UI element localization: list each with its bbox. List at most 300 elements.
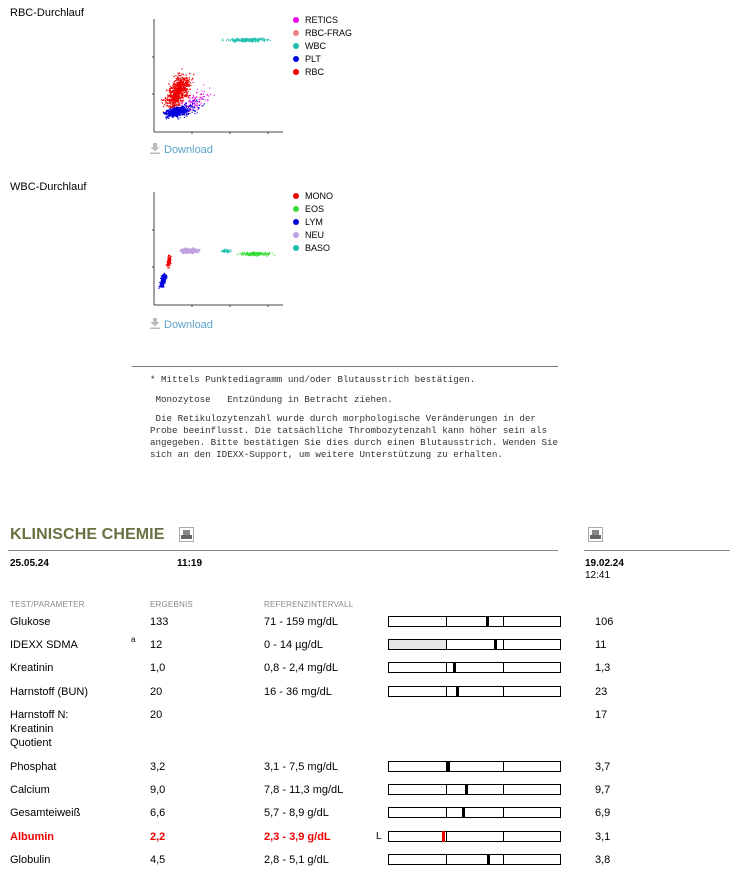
scatter-dot [185,108,186,109]
scatter-dot [228,252,229,253]
scatter-dot [184,111,185,112]
scatter-dot [181,110,182,111]
legend-dot [293,69,299,75]
scatter-dot [188,95,189,96]
scatter-dot [253,253,254,254]
scatter-dot [186,80,187,81]
range-bar [388,807,561,818]
scatter-dot [166,114,167,115]
legend-item: PLT [293,53,352,66]
scatter-dot [182,90,183,91]
scatter-dot [201,90,202,91]
scatter-dot [257,40,258,41]
scatter-dot [230,41,231,42]
notes-line-1: * Mittels Punktediagramm und/oder Blutausstrich bestätigen. [150,374,476,385]
scatter-dot [197,89,198,90]
scatter-dot [175,86,176,87]
range-bar-marker [456,686,459,697]
param-name: Calcium [10,784,50,796]
scatter-dot [178,93,179,94]
legend-item: MONO [293,189,333,202]
scatter-dot [171,95,172,96]
scatter-dot [170,108,171,109]
scatter-dot [180,250,182,252]
scatter-dot [196,96,197,97]
scatter-dot [224,249,225,250]
scatter-dot [201,103,202,104]
scatter-dot [176,113,177,114]
scatter-dot [161,99,162,100]
range-bar-marker [447,761,450,772]
scatter-dot [175,80,176,81]
range-bar-divider [503,785,504,794]
reference-interval: 3,1 - 7,5 mg/dL [264,761,338,773]
legend-item: WBC [293,39,352,52]
scatter-dot [191,112,192,113]
scatter-dot [163,274,164,275]
scatter-dot [189,100,190,101]
result-value: 133 [150,616,169,628]
scatter-dot [233,42,234,43]
scatter-dot [194,107,195,108]
scatter-dot [249,255,250,256]
scatter-dot [189,95,190,96]
scatter-dot [179,75,180,76]
scatter-dot [261,40,262,41]
scatter-dot [162,285,163,286]
scatter-dot [179,78,180,79]
scatter-dot [176,80,177,81]
reference-interval: 7,8 - 11,3 mg/dL [264,784,344,796]
scatter-dot [184,107,185,108]
scatter-dot [225,251,226,252]
scatter-dot [181,86,182,87]
scatter-dot [202,105,203,106]
previous-time: 12:41 [585,570,611,581]
range-bar [388,784,561,795]
scatter-dot [178,118,179,119]
range-bar-marker [487,854,490,865]
scatter-dot [266,253,267,254]
scatter-dot [269,252,270,253]
scatter-dot [182,95,183,96]
scatter-dot [177,73,178,74]
scatter-dot [245,255,246,256]
scatter-dot [227,252,228,253]
scatter-dot [179,101,180,102]
scatter-dot [167,103,168,104]
scatter-dot [171,102,172,103]
rbc-download-link[interactable]: Download [150,143,213,156]
scatter-dot [167,116,168,117]
range-bar-marker [486,616,489,627]
scatter-dot [185,105,186,106]
scatter-dot [176,96,177,97]
scatter-dot [251,255,252,256]
result-value: 20 [150,686,163,698]
scatter-dot [241,40,242,41]
scatter-dot [168,90,169,91]
scatter-dot [178,74,179,75]
scatter-dot [167,94,168,95]
scatter-dot [171,91,172,92]
scatter-dot [191,250,193,252]
legend-item: LYM [293,215,333,228]
scatter-dot [169,255,170,256]
previous-result: 3,8 [595,854,611,866]
scatter-dot [196,100,197,101]
scatter-dot [199,101,200,102]
scatter-dot [191,105,192,106]
range-bar [388,662,561,673]
wbc-scatter-plot [148,187,288,311]
col-header-param: TEST/PARAMETER [10,600,85,609]
scatter-dot [165,102,166,103]
scatter-dot [163,100,164,101]
scatter-dot [239,253,240,254]
scatter-dot [222,39,223,40]
scatter-dot [235,41,236,42]
scatter-dot [251,253,252,254]
scatter-dot [237,37,238,38]
reference-interval: 16 - 36 mg/dL [264,686,332,698]
scatter-dot [250,253,251,254]
range-bar [388,639,561,650]
scatter-dot [210,94,211,95]
scatter-dot [192,249,194,251]
range-bar-fill [389,640,446,649]
scatter-dot [173,104,174,105]
wbc-download-link[interactable]: Download [150,318,213,331]
scatter-dot [182,77,183,78]
scatter-dot [221,40,222,41]
result-value: 20 [150,709,163,721]
scatter-dot [186,113,187,114]
scatter-dot [186,77,187,78]
scatter-dot [163,279,164,280]
scatter-dot [158,288,159,289]
scatter-dot [189,108,190,109]
range-bar-divider [503,663,504,672]
scatter-dot [184,92,185,93]
scatter-dot [176,93,177,94]
scatter-dot [255,40,256,41]
scatter-dot [166,118,167,119]
scatter-dot [180,80,181,81]
scatter-dot [248,254,249,255]
scatter-dot [177,113,178,114]
scatter-dot [230,249,231,250]
scatter-dot [247,38,248,39]
reference-interval: 5,7 - 8,9 g/dL [264,807,329,819]
scatter-dot [256,252,257,253]
scatter-dot [178,79,179,80]
scatter-dot [255,253,256,254]
print-icon[interactable] [588,527,603,542]
scatter-dot [270,40,271,41]
range-bar [388,831,561,842]
range-bar-divider [446,640,447,649]
scatter-dot [251,40,252,41]
scatter-dot [173,94,174,95]
scatter-dot [254,39,255,40]
scatter-dot [189,250,191,252]
scatter-dot [228,39,229,40]
scatter-dot [178,104,179,105]
scatter-dot [167,113,168,114]
scatter-dot [199,99,200,100]
param-name: Phosphat [10,761,57,773]
scatter-dot [170,86,171,87]
scatter-dot [179,112,180,113]
scatter-dot [244,40,245,41]
scatter-dot [223,40,224,41]
range-bar-divider [446,785,447,794]
scatter-dot [171,106,172,107]
scatter-dot [167,267,168,268]
scatter-dot [165,112,166,113]
scatter-dot [207,95,208,96]
scatter-dot [190,85,191,86]
scatter-dot [170,263,171,264]
scatter-dot [193,82,194,83]
scatter-dot [170,97,171,98]
scatter-dot [169,267,170,268]
scatter-dot [167,97,168,98]
scatter-dot [201,97,202,98]
wbc-legend [293,189,333,255]
scatter-dot [188,97,189,98]
param-name: Harnstoff N: [10,709,69,721]
scatter-dot [223,250,224,251]
scatter-dot [205,99,206,100]
scatter-dot [183,88,184,89]
scatter-dot [185,88,186,89]
scatter-dot [176,88,177,89]
scatter-dot [184,249,186,251]
scatter-dot [175,109,176,110]
scatter-dot [168,116,169,117]
scatter-dot [241,38,242,39]
scatter-dot [170,256,171,257]
scatter-dot [175,98,176,99]
scatter-dot [184,85,185,86]
range-bar-marker [494,639,497,650]
scatter-dot [176,107,177,108]
scatter-dot [172,114,173,115]
result-value: 3,2 [150,761,166,773]
scatter-dot [194,250,196,252]
scatter-dot [189,97,190,98]
scatter-dot [194,99,195,100]
scatter-dot [257,254,258,255]
scatter-dot [253,252,254,253]
scatter-dot [242,40,243,41]
scatter-dot [178,97,179,98]
scatter-dot [260,255,261,256]
scatter-dot [186,85,187,86]
print-icon[interactable] [179,527,194,542]
scatter-dot [214,95,215,96]
scatter-dot [182,110,183,111]
range-bar-marker [462,807,465,818]
scatter-dot [179,73,180,74]
scatter-dot [163,106,164,107]
result-value: 9,0 [150,784,166,796]
scatter-dot [164,281,165,282]
scatter-dot [251,38,252,39]
scatter-dot [175,112,176,113]
result-value: 4,5 [150,854,166,866]
scatter-dot [230,251,231,252]
scatter-dot [190,108,191,109]
legend-dot [293,206,299,212]
scatter-dot [169,95,170,96]
scatter-dot [181,112,182,113]
scatter-dot [174,90,175,91]
scatter-dot [236,41,237,42]
scatter-dot [192,97,193,98]
scatter-dot [208,95,209,96]
range-bar-divider [503,640,504,649]
section-divider [584,550,730,551]
scatter-dot [190,106,191,107]
scatter-dot [174,112,175,113]
scatter-dot [178,107,179,108]
scatter-dot [201,93,202,94]
scatter-dot [173,99,174,100]
scatter-dot [164,113,165,114]
range-bar-divider [503,855,504,864]
scatter-dot [161,277,162,278]
scatter-dot [203,105,204,106]
scatter-dot [170,105,171,106]
scatter-dot [190,105,191,106]
scatter-dot [169,102,170,103]
scatter-dot [173,109,174,110]
scatter-dot [189,79,190,80]
scatter-dot [187,91,188,92]
scatter-dot [265,254,266,255]
legend-dot [293,17,299,23]
scatter-dot [196,92,197,93]
scatter-dot [162,282,163,283]
range-bar-divider [503,808,504,817]
previous-result: 106 [595,616,614,628]
scatter-dot [197,109,198,110]
scatter-dot [189,77,190,78]
scatter-dot [162,286,163,287]
scatter-dot [186,107,187,108]
scatter-dot [168,256,169,257]
notes-line-5: angegeben. Bitte bestätigen Sie dies durch einen Blutausstrich. Wenden Sie [150,437,558,448]
scatter-dot [185,83,186,84]
scatter-dot [242,41,243,42]
scatter-dot [263,39,264,40]
download-icon [150,143,160,154]
range-bar [388,616,561,627]
scatter-dot [178,91,179,92]
scatter-dot [170,91,171,92]
range-bar-divider [503,687,504,696]
scatter-dot [197,101,198,102]
range-bar [388,854,561,865]
scatter-dot [186,115,187,116]
scatter-dot [165,117,166,118]
scatter-dot [263,255,264,256]
param-name: Albumin [10,831,54,843]
scatter-dot [196,102,197,103]
range-bar-divider [446,687,447,696]
scatter-dot [185,90,186,91]
scatter-dot [175,102,176,103]
scatter-dot [243,255,244,256]
scatter-dot [231,250,232,251]
scatter-dot [267,40,268,41]
scatter-dot [176,90,177,91]
legend-dot [293,219,299,225]
scatter-dot [183,87,184,88]
scatter-dot [176,78,177,79]
scatter-dot [180,100,181,101]
result-value: 2,2 [150,831,166,843]
scatter-dot [178,77,179,78]
scatter-dot [202,98,203,99]
range-bar-divider [446,855,447,864]
range-bar-divider [503,762,504,771]
scatter-dot [168,83,169,84]
legend-dot [293,232,299,238]
scatter-dot [230,39,231,40]
scatter-dot [174,102,175,103]
scatter-dot [181,73,182,74]
scatter-dot [227,39,228,40]
notes-divider [132,366,558,367]
scatter-dot [189,102,190,103]
notes-line-4: Probe beeinflusst. Die tatsächliche Thrombozytenzahl kann höher sein als [150,425,547,436]
scatter-dot [246,254,247,255]
scatter-dot [179,85,180,86]
result-value: 12 [150,639,163,651]
scatter-dot [167,117,168,118]
scatter-dot [192,103,193,104]
scatter-dot [182,107,183,108]
result-value: 6,6 [150,807,166,819]
range-bar-divider [446,808,447,817]
scatter-dot [261,253,262,254]
scatter-dot [199,105,200,106]
scatter-dot [242,253,243,254]
scatter-dot [237,254,238,255]
scatter-dot [176,104,177,105]
low-flag: L [376,831,382,842]
scatter-dot [181,93,182,94]
scatter-dot [178,89,179,90]
scatter-dot [174,81,175,82]
range-bar-marker [465,784,468,795]
scatter-dot [203,96,204,97]
scatter-dot [163,286,164,287]
scatter-dot [222,251,223,252]
scatter-dot [169,98,170,99]
scatter-dot [246,252,247,253]
scatter-dot [190,89,191,90]
scatter-dot [165,277,166,278]
previous-result: 1,3 [595,662,611,674]
scatter-dot [187,80,188,81]
scatter-dot [194,104,195,105]
col-header-ref: REFERENZINTERVALL [264,600,354,609]
